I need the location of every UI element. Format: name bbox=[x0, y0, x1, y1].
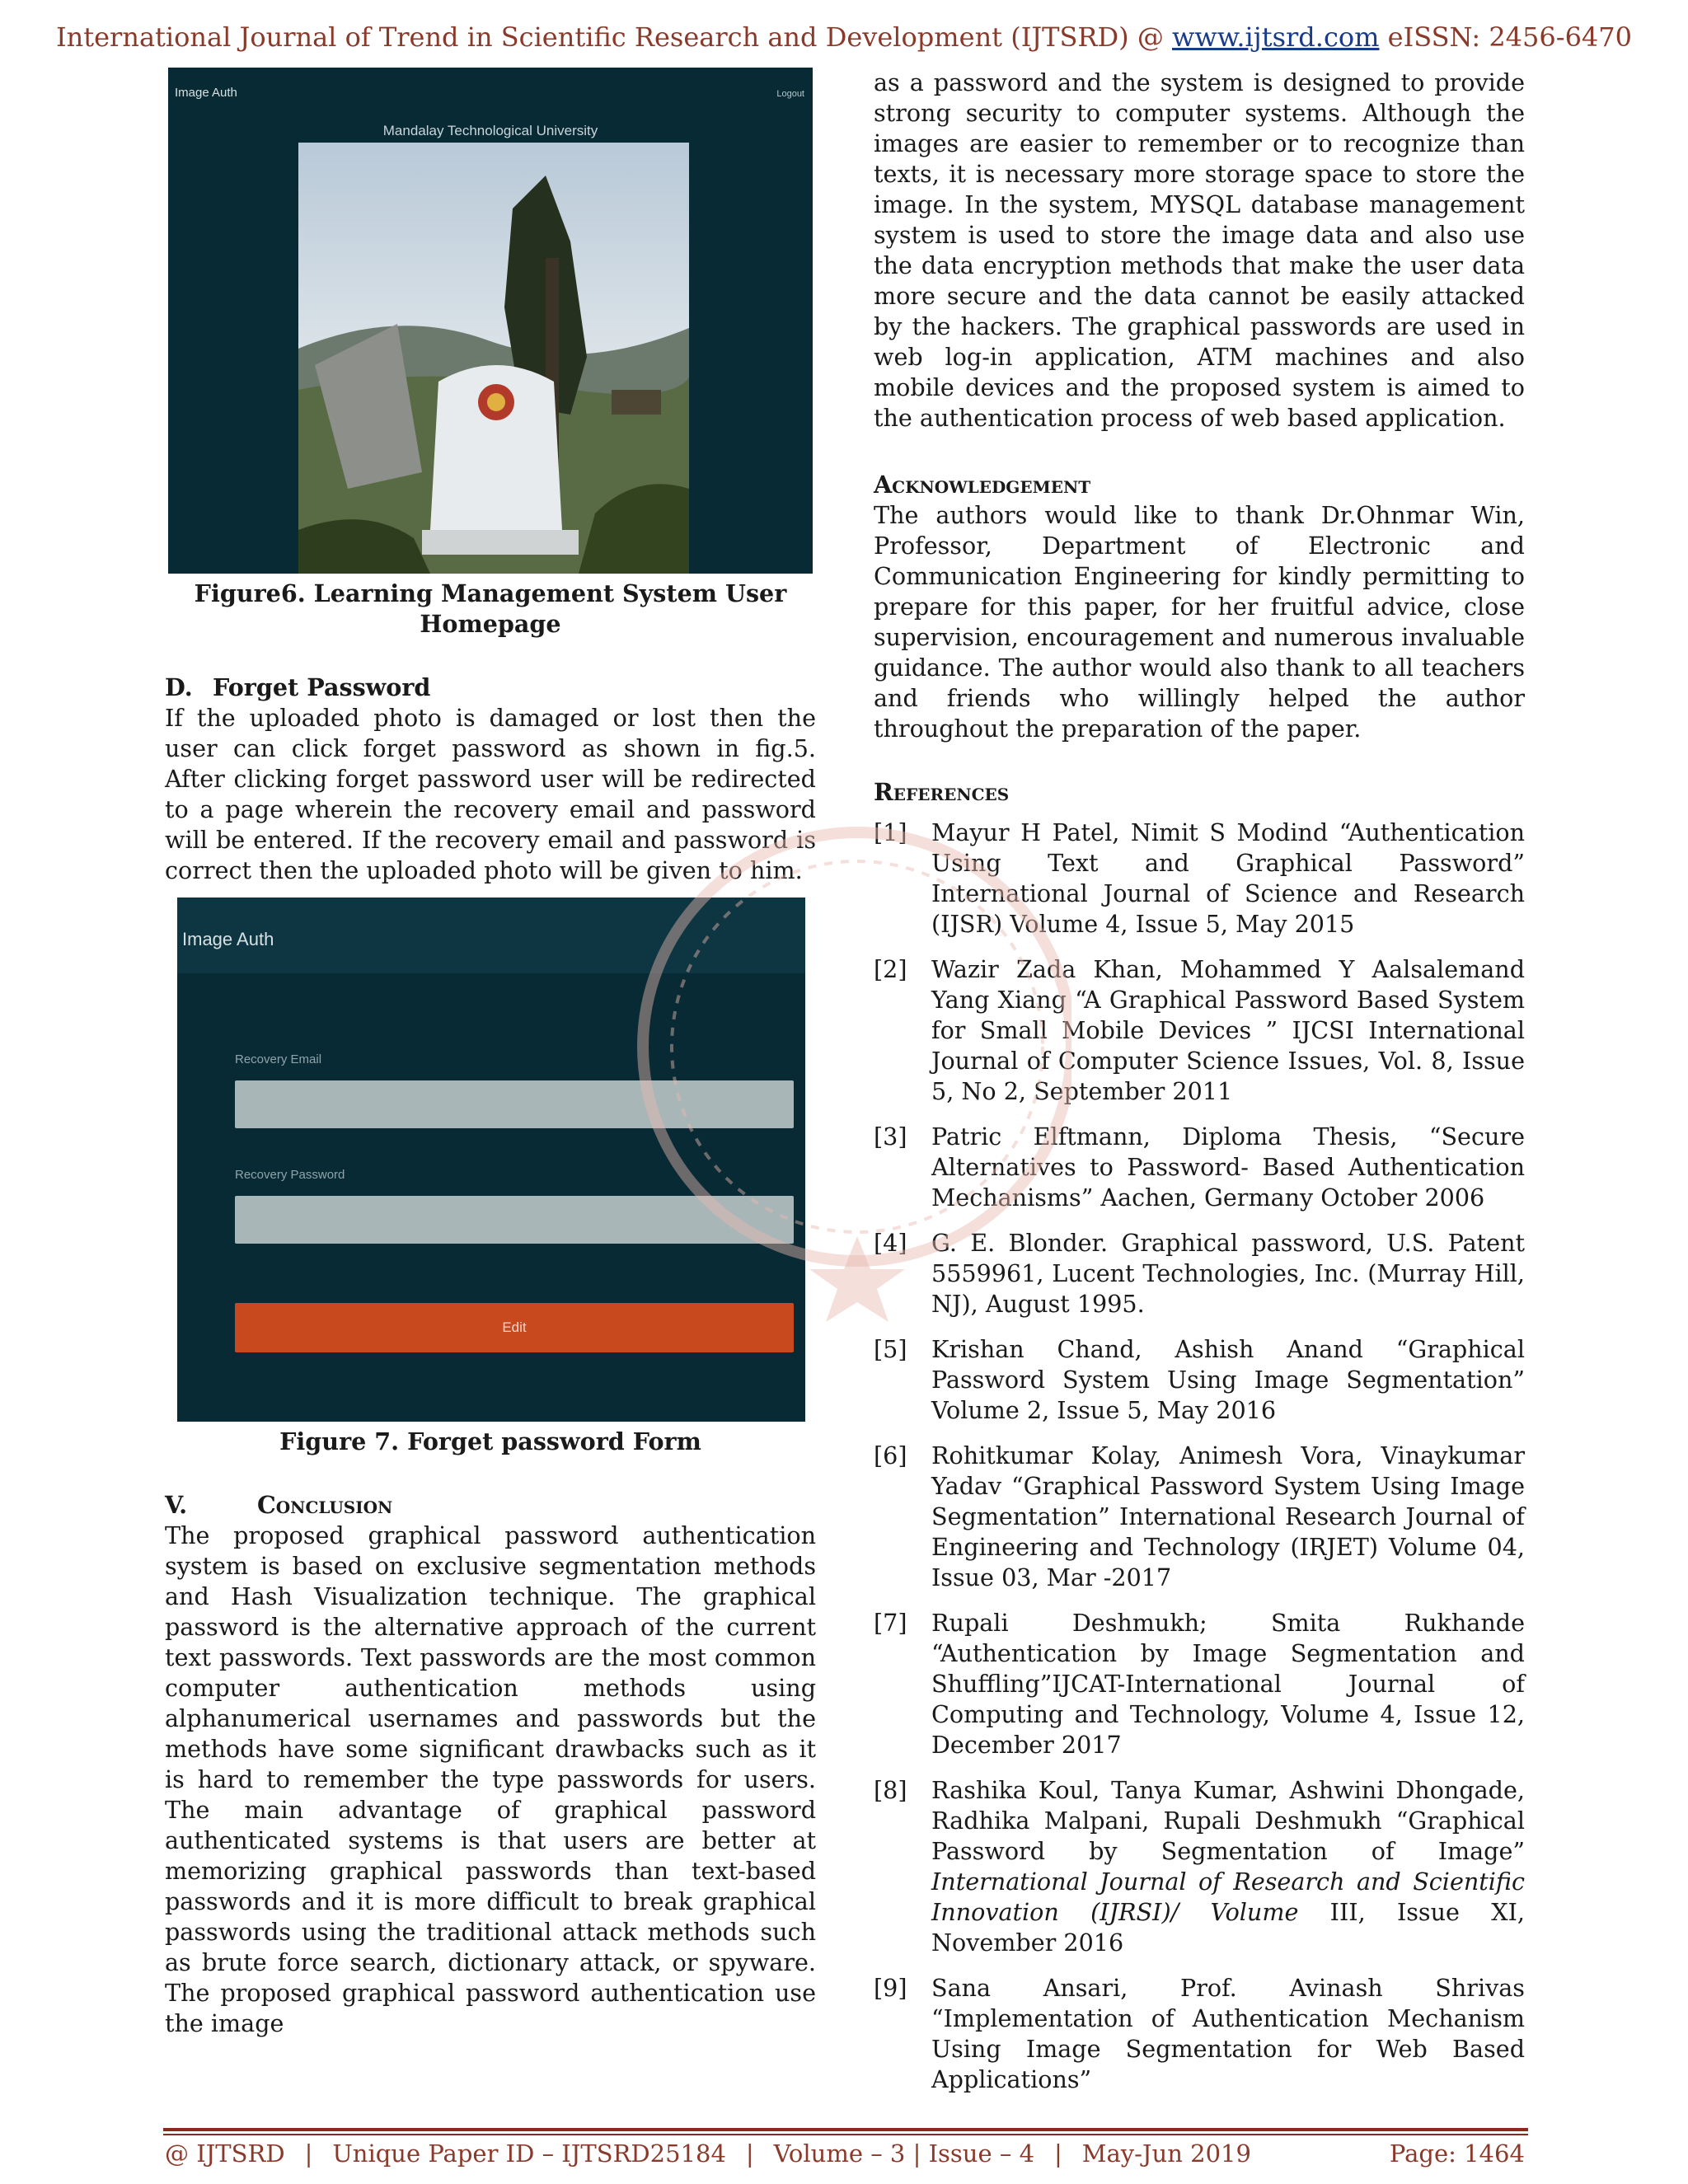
reference-text: Krishan Chand, Ashish Anand “Graphical Password System Using Image Segmentation” Volume 2, Issue 5, May 2016 bbox=[931, 1335, 1525, 1424]
reference-number: [3] bbox=[874, 1122, 907, 1151]
section-d-body: If the uploaded photo is damaged or lost then the user can click forget password as shown in fig.5. After clicking forget password user will be redirected to a page wherein the recovery email and password will be entered. If the recovery email and password is correct then the uploaded photo will be given to him. bbox=[165, 704, 816, 884]
figure-7-screenshot bbox=[177, 898, 805, 1422]
reference-text bbox=[931, 1775, 1525, 1958]
reference-number: [7] bbox=[874, 1609, 907, 1637]
edit-button[interactable]: Edit bbox=[235, 1303, 794, 1352]
footer-volume: Volume – 3 | Issue – 4 bbox=[773, 2139, 1035, 2168]
reference-number: [9] bbox=[874, 1974, 907, 2002]
conclusion-continued: as a password and the system is designed to provide strong security to computer systems. Although the images are easier to remember or to recognize than texts, it is necessary more storage space to store the image. In the system, MYSQL database management system is used to store the image data and also use the data encryption methods that make the user data more secure and the data cannot be easily attacked by the hackers. The graphical passwords are used in web log-in application, ATM machines and also mobile devices and the proposed system is aimed to the authentication process of web based application. bbox=[874, 68, 1525, 432]
app-navbar bbox=[177, 898, 805, 973]
reference-item bbox=[874, 1775, 1525, 1958]
campus-photo bbox=[298, 143, 689, 574]
app-brand[interactable]: Image Auth bbox=[175, 86, 237, 100]
journal-name: International Journal of Trend in Scientific Research and Development (IJTSRD) @ bbox=[56, 21, 1164, 53]
footer-rule bbox=[163, 2128, 1528, 2131]
journal-issn: eISSN: 2456-6470 bbox=[1387, 21, 1632, 53]
recovery-password-input[interactable] bbox=[235, 1196, 794, 1244]
references-heading: References bbox=[874, 778, 1010, 806]
reference-text: Rohitkumar Kolay, Animesh Vora, Vinaykumar Yadav “Graphical Password System Using Image Segmentation” International Research Journal of Engineering and Technology (IRJET) Volume 04, Issue 03, Mar -2017 bbox=[931, 1441, 1525, 1591]
recovery-email-label: Recovery Email bbox=[235, 1052, 322, 1066]
footer-separator: | bbox=[745, 2139, 754, 2168]
figure-7-caption: Figure 7. Forget password Form bbox=[279, 1427, 701, 1455]
conclusion-title: Conclusion bbox=[257, 1491, 393, 1519]
footer-paper-id: Unique Paper ID – IJTSRD25184 bbox=[332, 2139, 726, 2168]
reference-number: [1] bbox=[874, 818, 907, 846]
reference-text-part: Rashika Koul, Tanya Kumar, Ashwini Dhongade, Radhika Malpani, Rupali Deshmukh “Graphical Password by Segmentation of Image” bbox=[931, 1776, 1525, 1865]
reference-item bbox=[874, 1122, 1525, 1213]
reference-journal-italic: International Journal of Research and Scientific Innovation (IJRSI)/ Volume bbox=[931, 1868, 1525, 1926]
acknowledgement-heading: Acknowledgement bbox=[874, 471, 1091, 499]
running-footer bbox=[165, 2139, 1525, 2168]
footer-site: @ IJTSRD bbox=[165, 2139, 285, 2168]
reference-item bbox=[874, 954, 1525, 1107]
footer-separator: | bbox=[304, 2139, 313, 2168]
footer-date: May-Jun 2019 bbox=[1081, 2139, 1251, 2168]
reference-text: Sana Ansari, Prof. Avinash Shrivas “Implementation of Authentication Mechanism Using Image Segmentation for Web Based Applications” bbox=[931, 1974, 1525, 2093]
reference-text: Rupali Deshmukh; Smita Rukhande “Authentication by Image Segmentation and Shuffling”IJCAT-International Journal of Computing and Technology, Volume 4, Issue 12, December 2017 bbox=[931, 1609, 1525, 1759]
footer-separator: | bbox=[1054, 2139, 1062, 2168]
section-d-letter: D. bbox=[165, 673, 193, 701]
journal-link[interactable]: www.ijtsrd.com bbox=[1172, 21, 1380, 53]
reference-text: G. E. Blonder. Graphical password, U.S. Patent 5559961, Lucent Technologies, Inc. (Murray Hill, NJ), August 1995. bbox=[931, 1229, 1525, 1318]
reference-item bbox=[874, 1608, 1525, 1760]
running-header bbox=[0, 21, 1688, 53]
conclusion-number: V. bbox=[165, 1491, 188, 1519]
reference-item bbox=[874, 1228, 1525, 1319]
figure-6-screenshot bbox=[168, 68, 813, 574]
reference-number: [4] bbox=[874, 1229, 907, 1257]
reference-number: [2] bbox=[874, 955, 907, 983]
figure-6-caption: Figure6. Learning Management System User Homepage bbox=[194, 579, 787, 638]
section-d-title: Forget Password bbox=[213, 673, 431, 701]
footer-page: Page: 1464 bbox=[1389, 2139, 1525, 2168]
acknowledgement-body: The authors would like to thank Dr.Ohnmar Win, Professor, Department of Electronic and Communication Engineering for kindly permitting to prepare for this paper, for her fruitful advice, close supervision, encouragement and numerous invaluable guidance. The author would also thank to all teachers and friends who willingly helped the author throughout the preparation of the paper. bbox=[874, 501, 1525, 743]
section-d-heading bbox=[165, 673, 816, 703]
reference-item bbox=[874, 1441, 1525, 1593]
recovery-email-input[interactable] bbox=[235, 1080, 794, 1128]
left-column bbox=[165, 68, 816, 2039]
reference-number: [6] bbox=[874, 1441, 907, 1469]
app-brand[interactable]: Image Auth bbox=[182, 929, 274, 949]
reference-text: Wazir Zada Khan, Mohammed Y Aalsalemand Yang Xiang “A Graphical Password Based System for Small Mobile Devices ” IJCSI International Journal of Computer Science Issues, Vol. 8, Issue 5, No 2, September 2011 bbox=[931, 955, 1525, 1105]
reference-list bbox=[874, 818, 1525, 2095]
reference-text: Patric Elftmann, Diploma Thesis, “Secure Alternatives to Password- Based Authentication Mechanisms” Aachen, Germany October 2006 bbox=[931, 1122, 1525, 1212]
recovery-password-label: Recovery Password bbox=[235, 1168, 345, 1182]
app-navbar bbox=[168, 68, 813, 102]
conclusion-heading bbox=[165, 1490, 816, 1521]
reference-number: [5] bbox=[874, 1335, 907, 1363]
conclusion-body: The proposed graphical password authentication system is based on exclusive segmentation methods and Hash Visualization technique. The graphical password is the alternative approach of the current text passwords. Text passwords are the most common computer authentication methods using alphanumerical usernames and passwords but the methods have some significant drawbacks such as it is hard to remember the type passwords for users. The main advantage of graphical password authenticated systems is that users are better at memorizing graphical passwords than text-based passwords and it is more difficult to break graphical passwords using the traditional attack methods such as brute force search, dictionary attack, or spyware. The proposed graphical password authentication use the image bbox=[165, 1521, 816, 2037]
university-title: Mandalay Technological University bbox=[382, 123, 598, 138]
reference-item bbox=[874, 1973, 1525, 2095]
right-column bbox=[874, 68, 1525, 2110]
reference-text-part: III, Issue XI, November 2016 bbox=[931, 1898, 1525, 1957]
reference-item bbox=[874, 818, 1525, 940]
footer-spacer bbox=[1271, 2139, 1370, 2168]
reference-text: Mayur H Patel, Nimit S Modind “Authentication Using Text and Graphical Password” International Journal of Science and Research (IJSR) Volume 4, Issue 5, May 2015 bbox=[931, 818, 1525, 938]
logout-link[interactable]: Logout bbox=[776, 89, 804, 99]
footer-rule bbox=[163, 2134, 1528, 2135]
reference-item bbox=[874, 1334, 1525, 1426]
reference-number: [8] bbox=[874, 1776, 907, 1804]
